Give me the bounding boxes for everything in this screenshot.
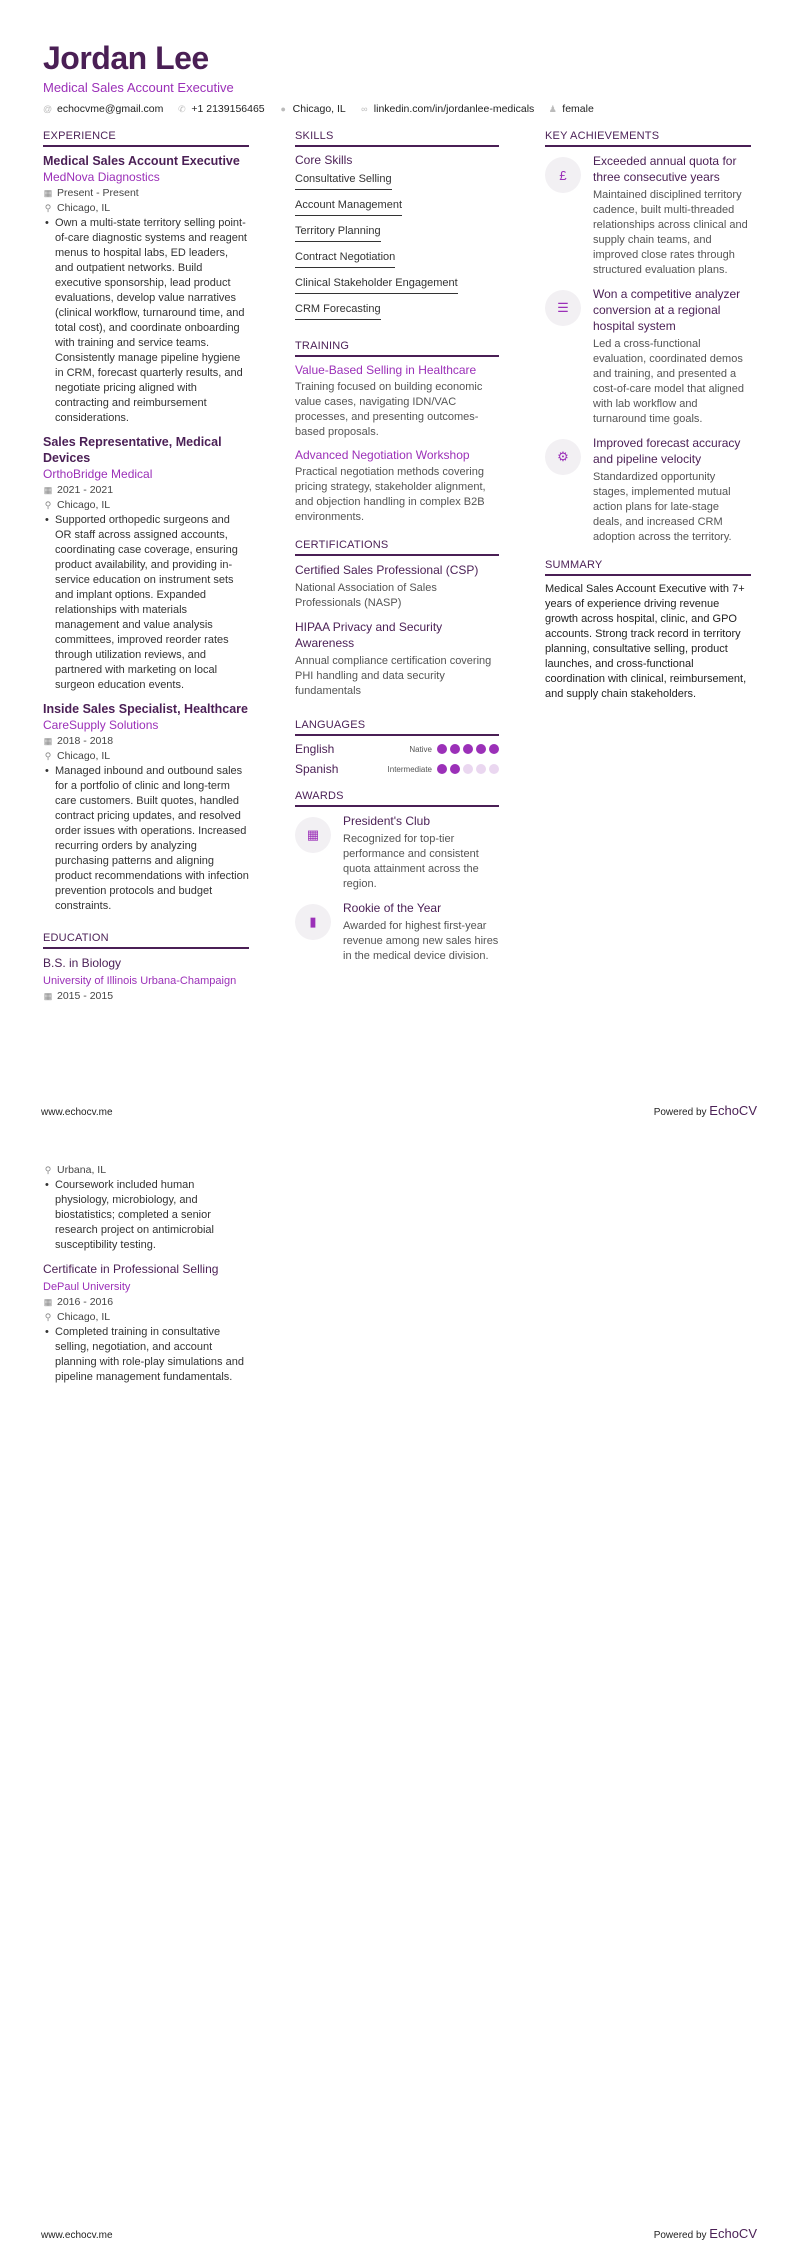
company-name: MedNova Diagnostics [43, 170, 160, 184]
training-title: Value-Based Selling in Healthcare [295, 363, 477, 377]
achievement-desc: Maintained disciplined territory cadence, built multi-threaded relationships across clinical and supply chain teams, and improved close rates through structured evaluation plans. [593, 189, 748, 276]
education-item [43, 1261, 249, 1385]
section-heading: TRAINING [295, 340, 499, 357]
powered-by: Powered by EchoCV [653, 2226, 757, 2241]
section-heading: CERTIFICATIONS [295, 539, 499, 556]
experience-item [43, 153, 249, 426]
store-icon: ▦ [295, 817, 331, 853]
brand-name: EchoCV [709, 2226, 757, 2241]
language-row [295, 762, 499, 776]
achievement-title: Improved forecast accuracy and pipeline velocity [593, 436, 741, 466]
language-rating [437, 764, 499, 774]
achievement-item [545, 435, 751, 545]
degree-title: B.S. in Biology [43, 956, 122, 970]
left-column [43, 130, 249, 1018]
achievement-title: Won a competitive analyzer conversion at a regional hospital system [593, 287, 741, 333]
awards-section [295, 790, 499, 964]
footer-website[interactable]: www.echocv.me [41, 2230, 113, 2241]
right-column [545, 130, 751, 716]
left-column-continued [43, 1163, 249, 1393]
rating-dot [463, 744, 473, 754]
location-icon: ● [280, 103, 286, 114]
location-icon: ⚲ [44, 1165, 52, 1175]
skill-item: Account Management [295, 196, 402, 216]
cake-icon: ☰ [545, 290, 581, 326]
summary-text: Medical Sales Account Executive with 7+ years of experience driving revenue growth across hospital, clinic, and GPO accounts. Strong track record in territory planning, consultative selling, product launches, and cross-functional coordination with clinical, reimbursement, and supply chain stakeholders. [545, 583, 747, 700]
rating-dot [437, 764, 447, 774]
calendar-icon: ▦ [43, 485, 53, 495]
edu-bullet: • Completed training in consultative selling, negotiation, and account planning with role-play simulations and pipeline management fundamentals. [43, 1325, 249, 1385]
edu-location: ⚲ Chicago, IL [44, 1311, 111, 1323]
school-name: University of Illinois Urbana-Champaign [43, 975, 237, 987]
job-dates: ▦ 2021 - 2021 [43, 484, 114, 496]
rating-dot [450, 744, 460, 754]
achievements-section [545, 130, 751, 545]
edu-location: ⚲ Urbana, IL [44, 1164, 107, 1176]
rating-dot [476, 744, 486, 754]
award-item [295, 813, 499, 892]
achievement-desc: Standardized opportunity stages, implemented mutual action plans for late-stage deals, and increased CRM adoption across the territory. [593, 471, 732, 543]
section-heading: SUMMARY [545, 559, 751, 576]
cert-title: Certified Sales Professional (CSP) [295, 563, 479, 577]
location-icon: ⚲ [44, 1312, 52, 1322]
degree-title: Certificate in Professional Selling [43, 1262, 219, 1276]
company-name: OrthoBridge Medical [43, 467, 153, 481]
rating-dot-empty [489, 764, 499, 774]
language-rating [437, 744, 499, 754]
candidate-title: Medical Sales Account Executive [43, 80, 234, 95]
education-section [43, 932, 249, 1004]
achievement-item [545, 153, 751, 278]
language-row [295, 742, 499, 756]
contact-gender: ♟ female [548, 103, 594, 115]
cert-desc: Annual compliance certification covering PHI handling and data security fundamentals [295, 655, 492, 697]
contact-location: ● Chicago, IL [280, 103, 346, 115]
job-location: ⚲ Chicago, IL [44, 750, 111, 762]
school-name: DePaul University [43, 1281, 131, 1293]
skill-item: Consultative Selling [295, 170, 392, 190]
education-item-continued [43, 1163, 249, 1253]
cert-title: HIPAA Privacy and Security Awareness [295, 620, 443, 650]
job-location: ⚲ Chicago, IL [44, 499, 111, 511]
section-heading: SKILLS [295, 130, 499, 147]
calendar-icon: ▦ [43, 1297, 53, 1307]
language-level: Native [409, 744, 432, 754]
job-dates: ▦ Present - Present [43, 187, 139, 199]
experience-section [43, 130, 249, 914]
experience-item [43, 701, 249, 914]
powered-by: Powered by EchoCV [653, 1103, 757, 1118]
award-desc: Recognized for top-tier performance and consistent quota attainment across the region. [343, 833, 479, 890]
skills-section [295, 130, 499, 326]
job-dates: ▦ 2018 - 2018 [43, 735, 114, 747]
edu-dates: ▦ 2016 - 2016 [43, 1296, 114, 1308]
contact-row [43, 103, 594, 115]
award-title: President's Club [343, 814, 430, 828]
pound-coin-icon: £ [545, 157, 581, 193]
skill-item: Territory Planning [295, 222, 381, 242]
calendar-icon: ▦ [43, 736, 53, 746]
section-heading: KEY ACHIEVEMENTS [545, 130, 751, 147]
summary-section [545, 559, 751, 702]
achievement-desc: Led a cross-functional evaluation, coordinated demos and training, and presented a cost-of-care model that aligned with lab workflow and turnaround time goals. [593, 338, 745, 425]
middle-column [295, 130, 499, 978]
skill-item: Clinical Stakeholder Engagement [295, 274, 458, 294]
edu-bullet: • Coursework included human physiology, microbiology, and biostatistics; completed a senior research project on antimicrobial susceptibility testing. [43, 1178, 249, 1253]
contact-linkedin[interactable]: ∞ linkedin.com/in/jordanlee-medicals [361, 103, 535, 115]
edu-dates: ▦ 2015 - 2015 [43, 990, 114, 1002]
location-icon: ⚲ [44, 203, 52, 213]
contact-phone[interactable]: ✆ +1 2139156465 [178, 103, 265, 115]
training-title: Advanced Negotiation Workshop [295, 448, 470, 462]
page-footer [41, 2226, 757, 2241]
page-footer [41, 1103, 757, 1118]
location-icon: ⚲ [44, 751, 52, 761]
section-heading: EDUCATION [43, 932, 249, 949]
job-bullet: • Own a multi-state territory selling point-of-care diagnostic systems and reagent menus to hospital labs, ED leaders, and outpatient networks. Build executive sponsorship, lead product evaluations, develop value narratives (clinical workflow, turnaround time, and total cost), and coordinate onboarding with training and service teams. Consistently manage pipeline hygiene in CRM, forecast quarterly results, and negotiate pricing aligned with contracting and reimbursement considerations. [43, 216, 249, 426]
award-desc: Awarded for highest first-year revenue among new sales hires in the medical device division. [343, 920, 499, 962]
rating-dot [450, 764, 460, 774]
footer-website[interactable]: www.echocv.me [41, 1107, 113, 1118]
section-heading: LANGUAGES [295, 719, 499, 736]
calendar-icon: ▦ [43, 188, 53, 198]
gear-icon: ⚙ [545, 439, 581, 475]
job-title: Inside Sales Specialist, Healthcare [43, 702, 248, 716]
award-item [295, 900, 499, 964]
job-location: ⚲ Chicago, IL [44, 202, 111, 214]
section-heading: AWARDS [295, 790, 499, 807]
calendar-icon: ▦ [43, 991, 53, 1001]
cert-desc: National Association of Sales Professionals (NASP) [295, 582, 437, 609]
training-desc: Training focused on building economic value cases, navigating IDN/VAC processes, and presenting outcomes-based proposals. [295, 381, 483, 438]
contact-email[interactable]: @ echocvme@gmail.com [43, 103, 164, 115]
at-icon: @ [43, 103, 53, 114]
bookmark-icon: ▮ [295, 904, 331, 940]
phone-icon: ✆ [178, 103, 186, 114]
experience-item [43, 434, 249, 693]
location-icon: ⚲ [44, 500, 52, 510]
certifications-section [295, 539, 499, 699]
link-icon: ∞ [361, 103, 368, 114]
resume-header [43, 40, 594, 115]
skill-item: Contract Negotiation [295, 248, 395, 268]
job-bullet: • Managed inbound and outbound sales for a portfolio of clinic and long-term care customers. Built quotes, handled contract pricing updates, and resolved order issues with operations. Increased recurring orders by analyzing purchasing patterns and aligning product recommendations with infection prevention protocols and budget constraints. [43, 764, 249, 914]
job-title: Sales Representative, Medical Devices [43, 435, 222, 465]
languages-section [295, 719, 499, 776]
candidate-name: Jordan Lee [43, 40, 209, 76]
achievement-item [545, 286, 751, 427]
rating-dot [489, 744, 499, 754]
language-name: English [295, 742, 335, 756]
brand-name: EchoCV [709, 1103, 757, 1118]
language-level: Intermediate [387, 764, 432, 774]
training-section [295, 340, 499, 525]
award-title: Rookie of the Year [343, 901, 442, 915]
skill-item: CRM Forecasting [295, 300, 381, 320]
education-item [43, 955, 249, 1004]
rating-dot-empty [463, 764, 473, 774]
person-icon: ♟ [548, 103, 557, 114]
job-title: Medical Sales Account Executive [43, 154, 240, 168]
section-heading: EXPERIENCE [43, 130, 249, 147]
job-bullet: • Supported orthopedic surgeons and OR staff across assigned accounts, coordinating case coverage, ensuring product availability, and providing in-service education on instrument sets and implant options. Expanded relationships with materials management and value analysis committees, improved reorder rates through utilization reviews, and partnered with marketing on local surgeon education events. [43, 513, 249, 693]
achievement-title: Exceeded annual quota for three consecutive years [593, 154, 737, 184]
rating-dot [437, 744, 447, 754]
rating-dot-empty [476, 764, 486, 774]
training-desc: Practical negotiation methods covering pricing strategy, stakeholder alignment, and objection handling in complex B2B environments. [295, 466, 486, 523]
skills-group-title: Core Skills [295, 153, 353, 167]
language-name: Spanish [295, 762, 339, 776]
company-name: CareSupply Solutions [43, 718, 159, 732]
